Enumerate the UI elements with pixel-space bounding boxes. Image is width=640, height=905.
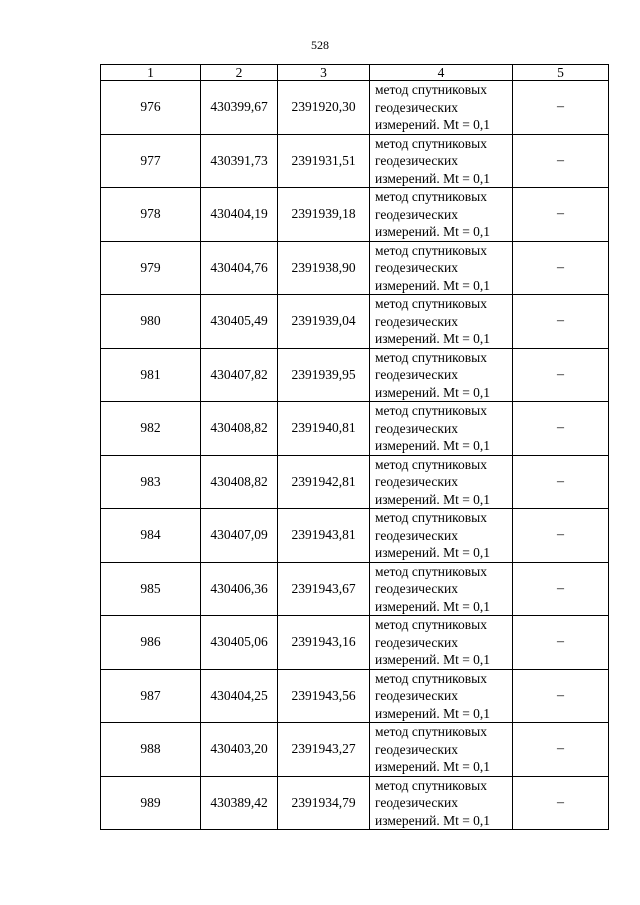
y-coordinate-cell: 2391931,51 — [278, 134, 370, 188]
note-cell: – — [513, 616, 609, 670]
note-cell: – — [513, 509, 609, 563]
method-line: метод спутниковых — [375, 296, 487, 311]
method-cell — [370, 241, 513, 295]
method-line: геодезических — [375, 634, 458, 650]
method-cell — [370, 295, 513, 349]
method-cell — [370, 402, 513, 456]
note-cell: – — [513, 669, 609, 723]
point-number-cell: 985 — [101, 562, 201, 616]
point-number-cell: 989 — [101, 776, 201, 830]
method-line: метод спутниковых — [375, 403, 487, 418]
method-line: геодезических — [375, 99, 458, 115]
point-number-cell: 981 — [101, 348, 201, 402]
method-line: геодезических — [375, 206, 458, 222]
method-line: метод спутниковых — [375, 242, 487, 258]
table-row — [101, 241, 609, 295]
method-line: измерений. Mt = 0,1 — [375, 117, 491, 132]
note-cell: – — [513, 455, 609, 509]
point-number-cell: 986 — [101, 616, 201, 670]
note-cell: – — [513, 241, 609, 295]
column-header-2: 2 — [201, 65, 278, 81]
x-coordinate-cell: 430405,06 — [201, 616, 278, 670]
table-body — [101, 81, 609, 830]
method-line: геодезических — [375, 688, 458, 703]
column-header-4: 4 — [370, 65, 513, 81]
coordinates-table — [100, 64, 609, 830]
method-line: измерений. Mt = 0,1 — [375, 491, 491, 507]
x-coordinate-cell: 430404,25 — [201, 669, 278, 723]
point-number-cell: 976 — [101, 81, 201, 135]
method-line: метод спутниковых — [375, 777, 487, 793]
method-line: метод спутниковых — [375, 670, 487, 686]
method-cell — [370, 455, 513, 509]
y-coordinate-cell: 2391943,56 — [278, 669, 370, 723]
note-cell: – — [513, 776, 609, 830]
method-line: измерений. Mt = 0,1 — [375, 170, 491, 186]
method-line: измерений. Mt = 0,1 — [375, 331, 491, 346]
method-cell — [370, 81, 513, 135]
point-number-cell: 978 — [101, 188, 201, 242]
x-coordinate-cell: 430391,73 — [201, 134, 278, 188]
column-header-1: 1 — [101, 65, 201, 81]
method-line: метод спутниковых — [375, 456, 487, 472]
table-row — [101, 81, 609, 135]
method-line: метод спутниковых — [375, 724, 487, 739]
method-cell — [370, 562, 513, 616]
point-number-cell: 987 — [101, 669, 201, 723]
method-line: измерений. Mt = 0,1 — [375, 812, 491, 828]
x-coordinate-cell: 430403,20 — [201, 723, 278, 777]
method-line: геодезических — [375, 260, 458, 275]
method-line: геодезических — [375, 474, 458, 489]
y-coordinate-cell: 2391943,16 — [278, 616, 370, 670]
y-coordinate-cell: 2391942,81 — [278, 455, 370, 509]
note-cell: – — [513, 562, 609, 616]
method-line: метод спутниковых — [375, 189, 487, 204]
point-number-cell: 977 — [101, 134, 201, 188]
method-line: геодезических — [375, 313, 458, 329]
x-coordinate-cell: 430408,82 — [201, 402, 278, 456]
table-row — [101, 616, 609, 670]
method-cell — [370, 669, 513, 723]
y-coordinate-cell: 2391938,90 — [278, 241, 370, 295]
method-line: измерений. Mt = 0,1 — [375, 652, 491, 667]
table-row — [101, 669, 609, 723]
point-number-cell: 988 — [101, 723, 201, 777]
method-cell — [370, 509, 513, 563]
method-line: измерений. Mt = 0,1 — [375, 224, 491, 239]
x-coordinate-cell: 430407,82 — [201, 348, 278, 402]
y-coordinate-cell: 2391940,81 — [278, 402, 370, 456]
x-coordinate-cell: 430407,09 — [201, 509, 278, 563]
method-line: измерений. Mt = 0,1 — [375, 438, 491, 453]
x-coordinate-cell: 430404,76 — [201, 241, 278, 295]
table-row — [101, 134, 609, 188]
method-line: геодезических — [375, 420, 458, 436]
note-cell: – — [513, 81, 609, 135]
method-cell — [370, 348, 513, 402]
point-number-cell: 980 — [101, 295, 201, 349]
method-line: геодезических — [375, 741, 458, 757]
y-coordinate-cell: 2391920,30 — [278, 81, 370, 135]
method-cell — [370, 616, 513, 670]
method-line: геодезических — [375, 795, 458, 810]
method-line: метод спутниковых — [375, 82, 487, 97]
method-line: измерений. Mt = 0,1 — [375, 384, 491, 400]
method-line: измерений. Mt = 0,1 — [375, 598, 491, 614]
header-row — [101, 65, 609, 81]
table-row — [101, 723, 609, 777]
table-row — [101, 348, 609, 402]
method-line: геодезических — [375, 367, 458, 382]
column-header-3: 3 — [278, 65, 370, 81]
method-cell — [370, 723, 513, 777]
point-number-cell: 979 — [101, 241, 201, 295]
y-coordinate-cell: 2391943,81 — [278, 509, 370, 563]
method-line: геодезических — [375, 153, 458, 168]
method-line: измерений. Mt = 0,1 — [375, 277, 491, 293]
table-row — [101, 455, 609, 509]
x-coordinate-cell: 430408,82 — [201, 455, 278, 509]
table-row — [101, 295, 609, 349]
y-coordinate-cell: 2391939,04 — [278, 295, 370, 349]
x-coordinate-cell: 430404,19 — [201, 188, 278, 242]
y-coordinate-cell: 2391943,67 — [278, 562, 370, 616]
note-cell: – — [513, 295, 609, 349]
x-coordinate-cell: 430389,42 — [201, 776, 278, 830]
method-line: метод спутниковых — [375, 135, 487, 151]
note-cell: – — [513, 134, 609, 188]
table-row — [101, 776, 609, 830]
method-cell — [370, 134, 513, 188]
method-line: метод спутниковых — [375, 563, 487, 579]
point-number-cell: 983 — [101, 455, 201, 509]
method-cell — [370, 188, 513, 242]
method-cell — [370, 776, 513, 830]
method-line: геодезических — [375, 527, 458, 543]
method-line: измерений. Mt = 0,1 — [375, 545, 491, 560]
method-line: измерений. Mt = 0,1 — [375, 705, 491, 721]
note-cell: – — [513, 188, 609, 242]
method-line: измерений. Mt = 0,1 — [375, 759, 491, 774]
table-row — [101, 509, 609, 563]
table-row — [101, 562, 609, 616]
y-coordinate-cell: 2391934,79 — [278, 776, 370, 830]
method-line: метод спутниковых — [375, 617, 487, 632]
table-row — [101, 402, 609, 456]
method-line: геодезических — [375, 581, 458, 596]
table-row — [101, 188, 609, 242]
x-coordinate-cell: 430399,67 — [201, 81, 278, 135]
point-number-cell: 984 — [101, 509, 201, 563]
note-cell: – — [513, 723, 609, 777]
y-coordinate-cell: 2391939,95 — [278, 348, 370, 402]
y-coordinate-cell: 2391939,18 — [278, 188, 370, 242]
method-line: метод спутниковых — [375, 510, 487, 525]
note-cell: – — [513, 348, 609, 402]
note-cell: – — [513, 402, 609, 456]
x-coordinate-cell: 430405,49 — [201, 295, 278, 349]
column-header-5: 5 — [513, 65, 609, 81]
page-number: 528 — [311, 38, 329, 52]
x-coordinate-cell: 430406,36 — [201, 562, 278, 616]
y-coordinate-cell: 2391943,27 — [278, 723, 370, 777]
point-number-cell: 982 — [101, 402, 201, 456]
method-line: метод спутниковых — [375, 349, 487, 365]
